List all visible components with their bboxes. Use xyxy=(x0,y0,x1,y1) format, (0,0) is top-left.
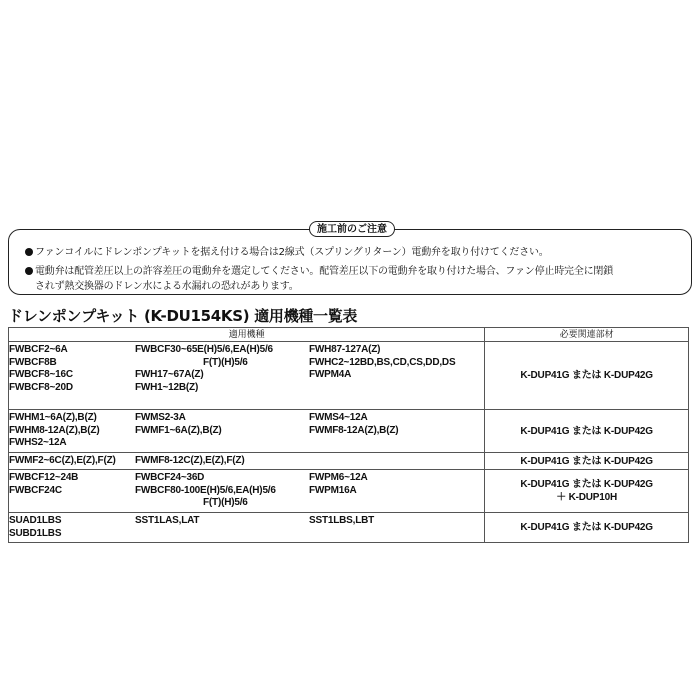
parts-cell: K-DUP41G または K-DUP42G xyxy=(485,453,689,470)
models-col-1: FWBCF2~6A FWBCF8B FWBCF8~16C FWBCF8~20D xyxy=(9,344,73,393)
header-parts: 必要関連部材 xyxy=(485,328,689,342)
parts-cell: K-DUP41G または K-DUP42G ＋ K-DUP10H xyxy=(485,470,689,513)
models-cell xyxy=(9,342,485,410)
models-cell xyxy=(9,410,485,453)
models-col-2: SST1LAS,LAT xyxy=(135,515,200,526)
models-col-3: FWMS4~12A FWMF8-12A(Z),B(Z) xyxy=(309,412,399,436)
models-col-1: FWHM1~6A(Z),B(Z) FWHM8-12A(Z),B(Z) FWHS2~12A xyxy=(9,412,100,448)
models-cell xyxy=(9,513,485,543)
models-col-2: FWBCF30~65E(H)5/6,EA(H)5/6 F(T)(H)5/6 FWH17~67A(Z) FWH1~12B(Z) xyxy=(135,344,273,393)
header-models: 適用機種 xyxy=(9,328,485,342)
caution-item-2: 電動弁は配管差圧以上の許容差圧の電動弁を選定してください。配管差圧以下の電動弁を取り付けた場合、ファン停止時完全に閉鎖 xyxy=(25,262,613,277)
table-row xyxy=(9,453,689,470)
models-cell xyxy=(9,453,485,470)
caution-title: 施工前のご注意 xyxy=(309,221,395,237)
table-row xyxy=(9,470,689,513)
models-col-2: FWBCF24~36D FWBCF80-100E(H)5/6,EA(H)5/6 F(T)(H)5/6 xyxy=(135,472,276,508)
models-col-1: SUAD1LBS SUBD1LBS xyxy=(9,515,62,539)
table-row xyxy=(9,342,689,410)
models-col-2: FWMF8-12C(Z),E(Z),F(Z) xyxy=(135,455,245,466)
section-title: ドレンポンプキット (K-DU154KS) 適用機種一覧表 xyxy=(8,307,358,325)
models-col-1: FWMF2~6C(Z),E(Z),F(Z) xyxy=(9,455,116,466)
applicable-models-table xyxy=(8,327,689,543)
table-row xyxy=(9,410,689,453)
parts-cell: K-DUP41G または K-DUP42G xyxy=(485,513,689,543)
parts-cell: K-DUP41G または K-DUP42G xyxy=(485,342,689,410)
caution-item-2-cont: されず熱交換器のドレン水による水漏れの恐れがあります。 xyxy=(35,281,299,292)
bullet-icon xyxy=(25,248,33,256)
parts-cell: K-DUP41G または K-DUP42G xyxy=(485,410,689,453)
table-header-row xyxy=(9,328,689,342)
models-col-3: FWH87-127A(Z) FWHC2~12BD,BS,CD,CS,DD,DS FWPM4A xyxy=(309,344,456,380)
models-col-3: FWPM6~12A FWPM16A xyxy=(309,472,368,496)
models-col-2: FWMS2-3A FWMF1~6A(Z),B(Z) xyxy=(135,412,222,436)
models-cell xyxy=(9,470,485,513)
models-col-1: FWBCF12~24B FWBCF24C xyxy=(9,472,79,496)
table-row xyxy=(9,513,689,543)
bullet-icon xyxy=(25,267,33,275)
models-col-3: SST1LBS,LBT xyxy=(309,515,375,526)
caution-item-1: ファンコイルにドレンポンプキットを据え付ける場合は2線式（スプリングリターン）電動弁を取り付けてください。 xyxy=(25,243,549,258)
